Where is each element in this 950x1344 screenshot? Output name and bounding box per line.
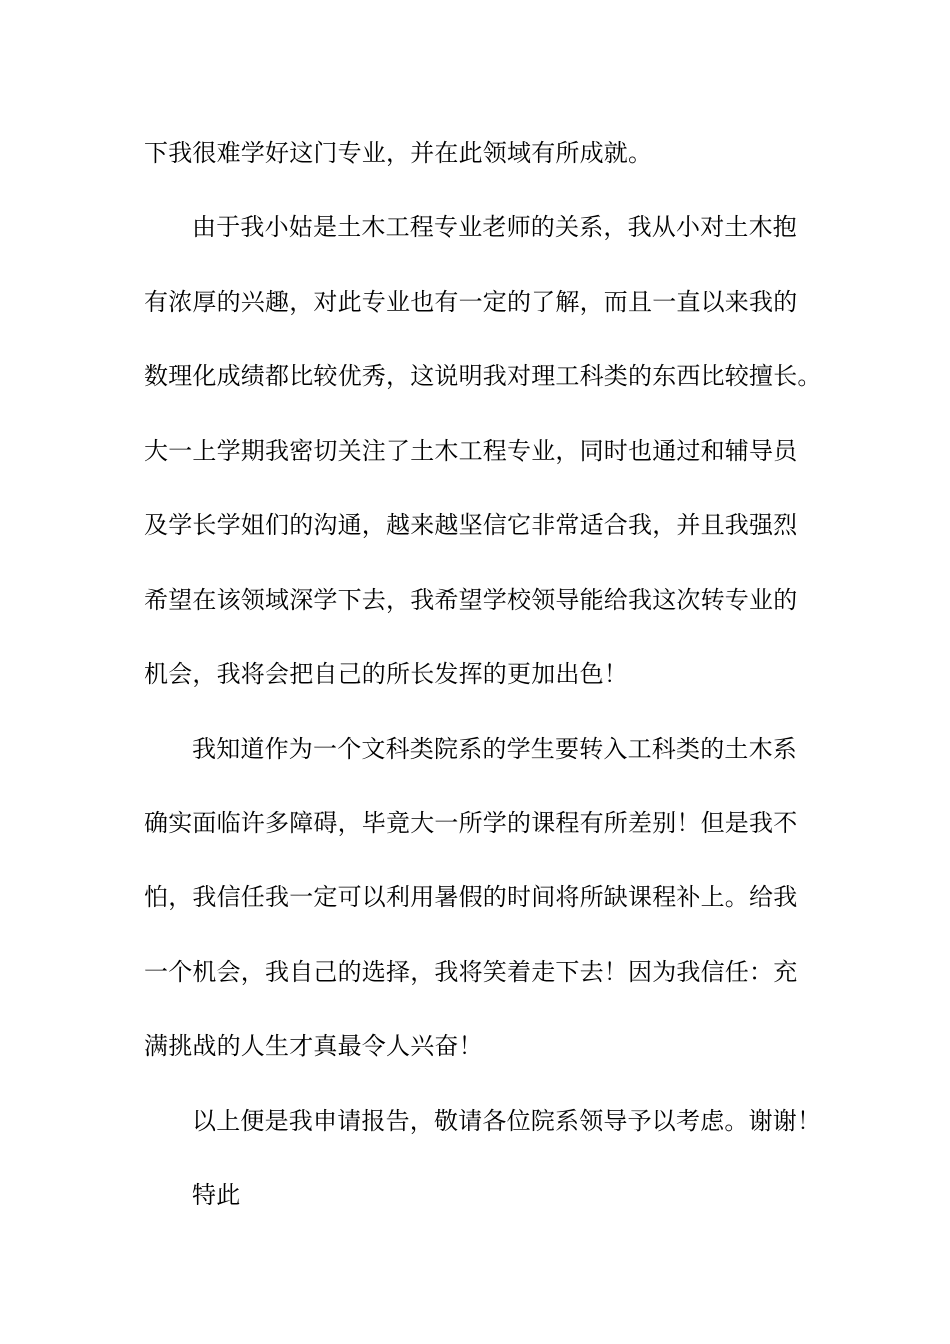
text-line: 数理化成绩都比较优秀，这说明我对理工科类的东西比较擅长。 [144, 362, 822, 390]
paragraph-start-line: 我知道作为一个文科类院系的学生要转入工科类的土木系 [192, 735, 797, 763]
paragraph-start-line: 由于我小姑是土木工程专业老师的关系，我从小对土木抱 [192, 213, 797, 241]
text-line: 有浓厚的兴趣，对此专业也有一定的了解，而且一直以来我的 [144, 288, 798, 316]
text-line: 机会，我将会把自己的所长发挥的更加出色！ [144, 660, 628, 688]
signoff-line: 特此 [192, 1181, 241, 1209]
text-line: 确实面临许多障碍，毕竟大一所学的课程有所差别！但是我不 [144, 809, 798, 837]
text-line: 怕，我信任我一定可以利用暑假的时间将所缺课程补上。给我 [144, 883, 798, 911]
text-line: 希望在该领域深学下去，我希望学校领导能给我这次转专业的 [144, 586, 798, 614]
text-line: 一个机会，我自己的选择，我将笑着走下去！因为我信任：充 [144, 958, 798, 986]
text-line: 满挑战的人生才真最令人兴奋！ [144, 1032, 483, 1060]
text-line: 下我很难学好这门专业，并在此领域有所成就。 [144, 139, 653, 167]
text-line: 及学长学姐们的沟通，越来越坚信它非常适合我，并且我强烈 [144, 511, 798, 539]
closing-line: 以上便是我申请报告，敬请各位院系领导予以考虑。谢谢！ [192, 1107, 822, 1135]
text-line: 大一上学期我密切关注了土木工程专业，同时也通过和辅导员 [144, 437, 798, 465]
